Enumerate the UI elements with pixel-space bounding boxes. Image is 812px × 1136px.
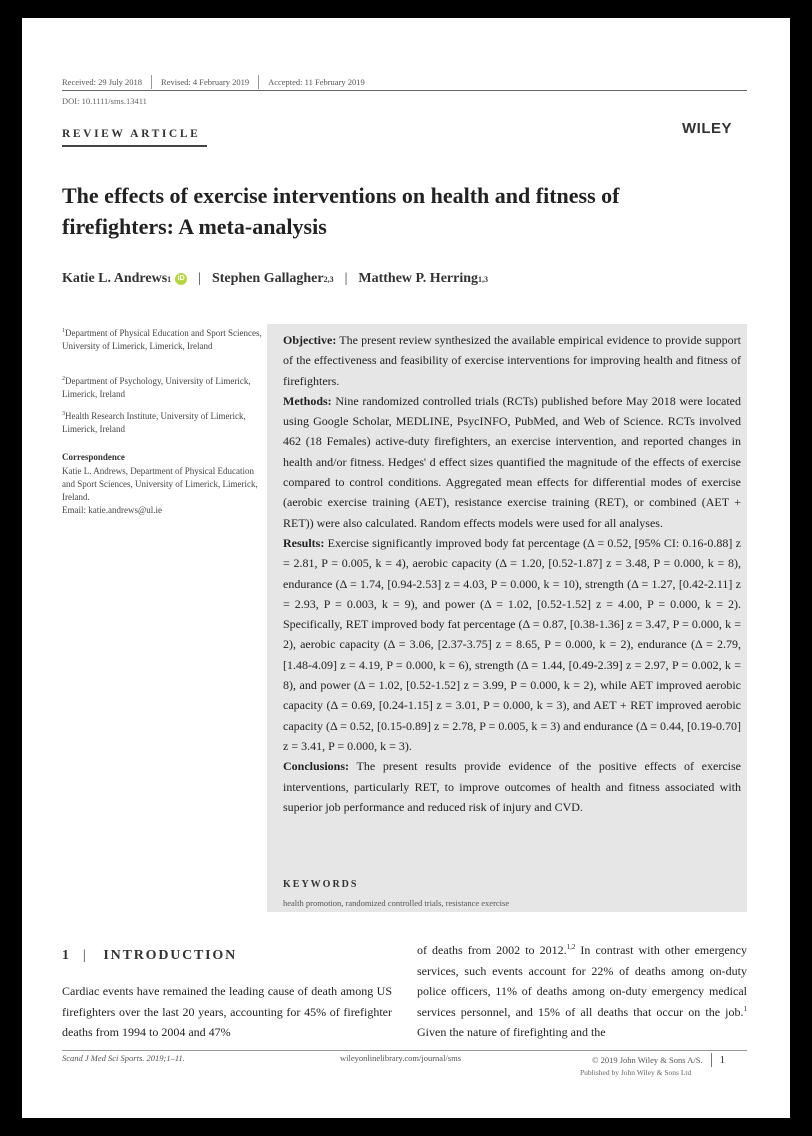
keywords: health promotion, randomized controlled trials, resistance exercise bbox=[283, 898, 510, 908]
section-separator: | bbox=[82, 948, 88, 963]
author-name[interactable]: Katie L. Andrews bbox=[62, 271, 168, 286]
author-separator: | bbox=[198, 271, 201, 286]
revised-date: Revised: 4 February 2019 bbox=[161, 77, 250, 87]
affiliation: $^3$Health Research Institute, University of Limerick, Limerick, Ireland bbox=[62, 411, 246, 434]
abstract-box bbox=[267, 324, 747, 912]
publication-history bbox=[62, 74, 742, 90]
keywords-heading: KEYWORDS bbox=[283, 879, 359, 890]
article-page bbox=[22, 18, 790, 1118]
received-date: Received: 29 July 2018 bbox=[62, 77, 143, 87]
divider bbox=[711, 1053, 712, 1067]
affiliation: $^2$Department of Psychology, University of Limerick, Limerick, Ireland bbox=[62, 376, 251, 399]
divider bbox=[258, 75, 259, 89]
section-number: 1 bbox=[62, 948, 71, 963]
methods-text: Nine randomized controlled trials (RCTs) published before May 2018 were located using Google Scholar, MEDLINE, PsycINFO, PubMed, and Web of Science. RCTs involved 462 (18 Females) active-duty firefighters, an exercise intervention, and reported changes in health and/or fitness. Hedges' d effect sizes quantified the magnitude of the effects of exercise compared to control conditions. Aggregated mean effects for differential modes of exercise (aerobic exercise training (AET), resistance exercise training (RET), or combined (AET + RET)) were also calculated. Random effects models were used for all analyses. bbox=[283, 393, 742, 530]
results-text: Exercise significantly improved body fat percentage (Δ = 0.52, [95% CI: 0.16-0.88] z = 2.81, P = 0.005, k = 4), aerobic capacity (Δ = 1.20, [0.52-1.87] z = 3.48, P = 0.000, k = 8), endurance (Δ = 1.74, [0.94-2.53] z = 4.03, P = 0.000, k = 10), strength (Δ = 1.27, [0.42-2.11] z = 2.93, P = 0.003, k = 9), and power (Δ = 1.02, [0.52-1.52] z = 4.00, P = 0.000, k = 2). Specifically, RET improved body fat percentage (Δ = 0.87, [0.38-1.36] z = 3.47, P = 0.000, k = 2), aerobic capacity (Δ = 3.06, [2.37-3.75] z = 8.65, P = 0.000, k = 2), endurance (Δ = 2.79, [1.48-4.09] z = 4.19, P = 0.000, k = 6), strength (Δ = 1.44, [0.49-2.39] z = 2.97, P = 0.002, k = 8), and power (Δ = 1.02, [0.52-1.52] z = 3.99, P = 0.000, k = 2), while AET improved aerobic capacity (Δ = 0.69, [0.24-1.15] z = 3.01, P = 0.000, k = 3), and AET + RET improved aerobic capacity (Δ = 0.52, [0.15-0.89] z = 2.78, P = 0.005, k = 3) and endurance (Δ = 0.44, [0.19-0.70] z = 3.41, P = 0.000, k = 3). bbox=[283, 535, 742, 753]
conclusions-label: Conclusions: bbox=[283, 759, 350, 774]
footer-rule bbox=[62, 1050, 747, 1051]
correspondence-email[interactable]: Email: katie.andrews@ul.ie bbox=[62, 505, 163, 515]
journal-citation: Scand J Med Sci Sports. 2019;1–11. bbox=[62, 1053, 185, 1063]
objective-text: The present review synthesized the available empirical evidence to provide support of the effectiveness and feasibility of exercise interventions for improving health and fitness of firefighters. bbox=[283, 333, 741, 388]
author-affiliation-mark: 1 bbox=[167, 274, 172, 284]
article-type-underline bbox=[62, 145, 207, 147]
objective-label: Objective: bbox=[283, 333, 337, 347]
author-list bbox=[62, 271, 488, 287]
results-label: Results: bbox=[283, 535, 325, 550]
author-affiliation-mark: 2,3 bbox=[323, 274, 334, 284]
conclusions-text: The present results provide evidence of the positive effects of exercise interventions, particularly RET, to improve outcomes of health and fitness associated with superior job performance and reduced risk of injury and CVD. bbox=[283, 759, 741, 814]
doi[interactable]: DOI: 10.1111/sms.13411 bbox=[62, 96, 147, 106]
methods-label: Methods: bbox=[283, 393, 332, 408]
correspondence-address: Katie L. Andrews, Department of Physical Education and Sport Sciences, University of Limerick, Limerick, Ireland. bbox=[62, 466, 258, 502]
page-number: 1 bbox=[719, 1054, 726, 1066]
copyright: © 2019 John Wiley & Sons A/S. bbox=[592, 1055, 703, 1065]
author-affiliation-mark: 1,3 bbox=[478, 274, 489, 284]
intro-column-right: of deaths from 2002 to 2012.$^{1,2}$ In contrast with other emergency services, such events account for 22% of deaths among on-duty police officers, 11% of deaths among on-duty emergency medical services personnel, and 15% of all deaths that occur on the job.$^1$ Given the nature of firefighting and the bbox=[417, 943, 748, 1039]
author-name[interactable]: Stephen Gallagher bbox=[211, 271, 324, 286]
citation[interactable]: 1 bbox=[743, 1004, 747, 1013]
orcid-icon[interactable]: iD bbox=[175, 273, 187, 285]
journal-url[interactable]: wileyonlinelibrary.com/journal/sms bbox=[340, 1053, 462, 1063]
author-separator: | bbox=[344, 271, 348, 286]
publisher-line: Published by John Wiley & Sons Ltd bbox=[580, 1068, 692, 1077]
abstract-text bbox=[283, 330, 741, 817]
intro-column-left: Cardiac events have remained the leading cause of death among US firefighters over the last 20 years, accounting for 45% of firefighter deaths from 1994 to 2004 and 47% bbox=[62, 984, 392, 1039]
citation[interactable]: 1,2 bbox=[566, 943, 576, 951]
affiliation: $^1$Department of Physical Education and Sport Sciences, University of Limerick, Limerick, Ireland bbox=[62, 328, 262, 351]
section-title: INTRODUCTION bbox=[103, 948, 238, 963]
section-heading bbox=[62, 948, 237, 964]
correspondence bbox=[62, 465, 262, 517]
divider bbox=[151, 75, 152, 89]
publisher-logo: WILEY bbox=[682, 120, 732, 137]
accepted-date: Accepted: 11 February 2019 bbox=[268, 77, 365, 87]
article-type: REVIEW ARTICLE bbox=[62, 128, 201, 140]
copyright-block bbox=[592, 1053, 725, 1067]
author-name[interactable]: Matthew P. Herring bbox=[358, 271, 479, 286]
header-rule bbox=[62, 90, 747, 91]
article-title: The effects of exercise interventions on health and fitness of firefighters: A meta-analysis bbox=[62, 183, 620, 239]
correspondence-heading: Correspondence bbox=[62, 452, 125, 462]
